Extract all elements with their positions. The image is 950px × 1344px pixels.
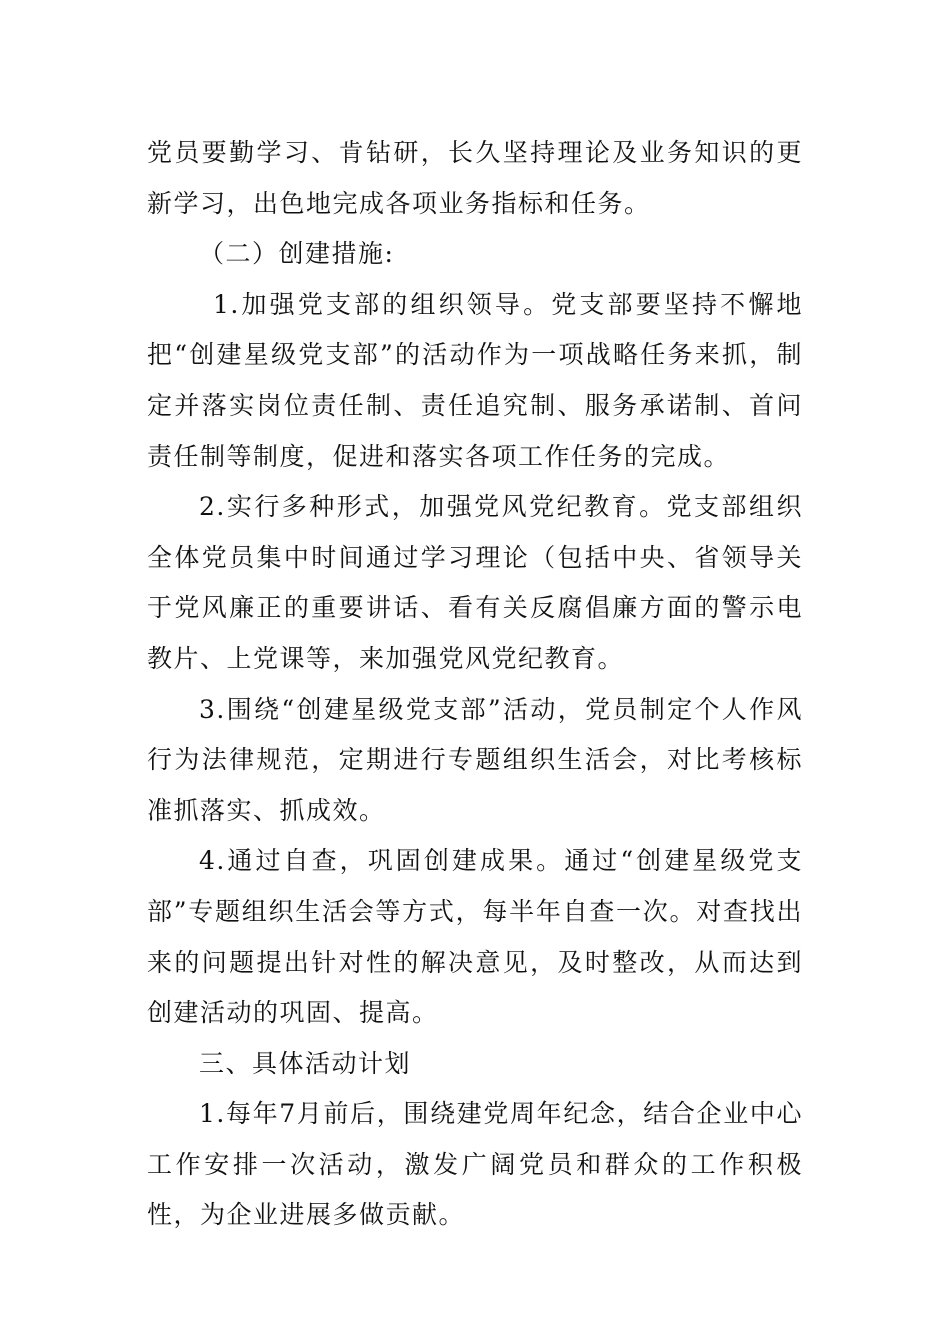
section-heading-activity-plan: 三、具体活动计划: [199, 1048, 412, 1078]
document-body: [147, 128, 803, 1241]
paragraph-plan-1: 1.每年7月前后，围绕建党周年纪念，结合企业中心工作安排一次活动，激发广阔党员和群众的工作积极性，为企业进展多做贡献。: [147, 1099, 803, 1230]
paragraph-measure-1: 1.加强党支部的组织领导。党支部要坚持不懈地把“创建星级党支部”的活动作为一项战略任务来抓，制定并落实岗位责任制、责任追究制、服务承诺制、首问责任制等制度，促进和落实各项工作任务的完成。: [147, 289, 803, 471]
paragraph-measure-3: 3.围绕“创建星级党支部”活动，党员制定个人作风行为法律规范，定期进行专题组织生活会，对比考核标准抓落实、抓成效。: [147, 694, 803, 825]
paragraph-measure-2: 2.实行多种形式，加强党风党纪教育。党支部组织全体党员集中时间通过学习理论（包括中央、省领导关于党风廉正的重要讲话、看有关反腐倡廉方面的警示电教片、上党课等，来加强党风党纪教育。: [147, 492, 803, 673]
section-heading-measures: （二）创建措施:: [199, 239, 395, 269]
paragraph-continuation: 党员要勤学习、肯钻研，长久坚持理论及业务知识的更新学习，出色地完成各项业务指标和任务。: [147, 138, 803, 218]
paragraph-measure-4: 4.通过自查，巩固创建成果。通过“创建星级党支部”专题组织生活会等方式，每半年自查一次。对查找出来的问题提出针对性的解决意见，及时整改，从而达到创建活动的巩固、提高。: [147, 846, 803, 1028]
